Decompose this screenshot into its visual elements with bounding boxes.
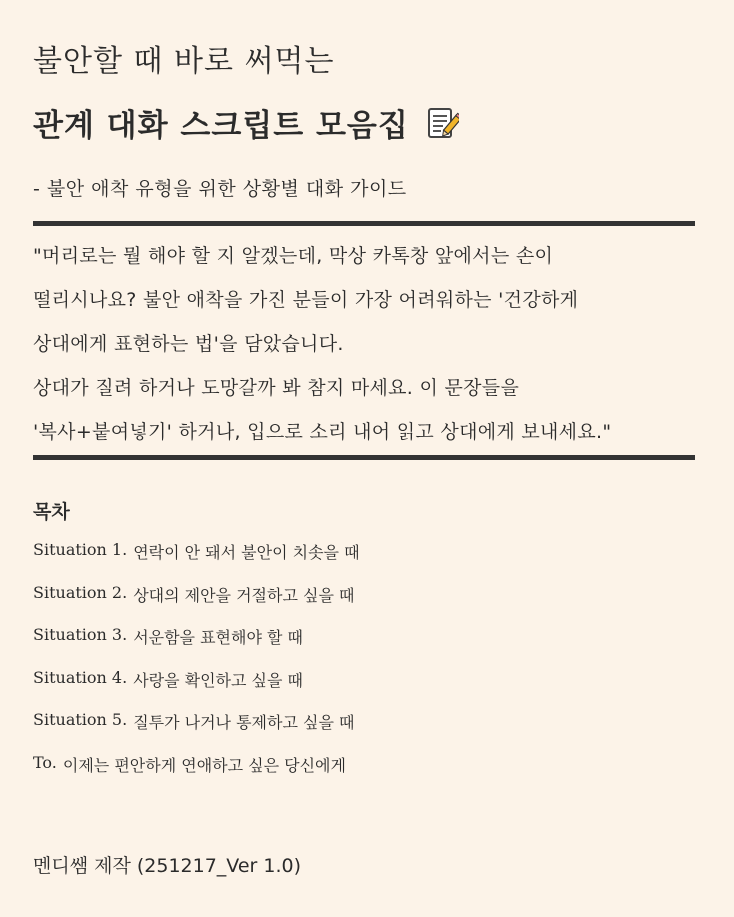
intro-line: 떨리시나요? 불안 애착을 가진 분들이 가장 어려워하는 '건강하게 [33, 289, 579, 311]
toc-item-prefix: Situation 2. [33, 582, 128, 602]
intro-line: 상대에게 표현하는 법'을 담았습니다. [33, 333, 344, 355]
toc-item-prefix: To. [33, 752, 57, 772]
toc-item-label: 질투가 나거나 통제하고 싶을 때 [133, 713, 355, 733]
toc-item-prefix: Situation 4. [33, 667, 128, 687]
intro-paragraph-2 [33, 366, 695, 454]
title-row [33, 100, 459, 145]
footer-credit: 멘디쌤 제작 (251217_Ver 1.0) [33, 855, 301, 877]
page-description: - 불안 애착 유형을 위한 상황별 대화 가이드 [33, 178, 407, 200]
toc-item-prefix: Situation 1. [33, 540, 128, 559]
intro-line: 상대가 질려 하거나 도망갈까 봐 참지 마세요. 이 문장들을 [33, 377, 520, 399]
toc-item-label: 이제는 편안하게 연애하고 싶은 당신에게 [62, 755, 346, 775]
toc-item[interactable] [33, 753, 360, 796]
toc-item-label: 연락이 안 돼서 불안이 치솟을 때 [133, 543, 360, 562]
divider-bottom [33, 455, 695, 460]
toc-item[interactable] [33, 583, 360, 626]
toc-heading: 목차 [33, 501, 70, 523]
toc-item[interactable] [33, 668, 360, 711]
memo-icon [425, 106, 459, 140]
intro-paragraph-1 [33, 234, 695, 366]
intro-line: '복사+붙여넣기' 하거나, 입으로 소리 내어 읽고 상대에게 보내세요." [33, 421, 612, 443]
toc-item-label: 서운함을 표현해야 할 때 [133, 628, 304, 648]
toc-item-label: 사랑을 확인하고 싶을 때 [133, 670, 304, 690]
toc-item[interactable] [33, 540, 360, 583]
page-title: 관계 대화 스크립트 모음집 [33, 108, 409, 144]
toc-item[interactable] [33, 625, 360, 668]
divider-top [33, 221, 695, 226]
toc-item[interactable] [33, 710, 360, 753]
intro-line: "머리로는 뭘 해야 할 지 알겠는데, 막상 카톡창 앞에서는 손이 [33, 245, 554, 267]
page-subtitle: 불안할 때 바로 써먹는 [33, 44, 335, 79]
table-of-contents [33, 540, 360, 796]
toc-item-prefix: Situation 3. [33, 625, 128, 645]
toc-item-prefix: Situation 5. [33, 710, 128, 730]
toc-item-label: 상대의 제안을 거절하고 싶을 때 [133, 585, 355, 605]
